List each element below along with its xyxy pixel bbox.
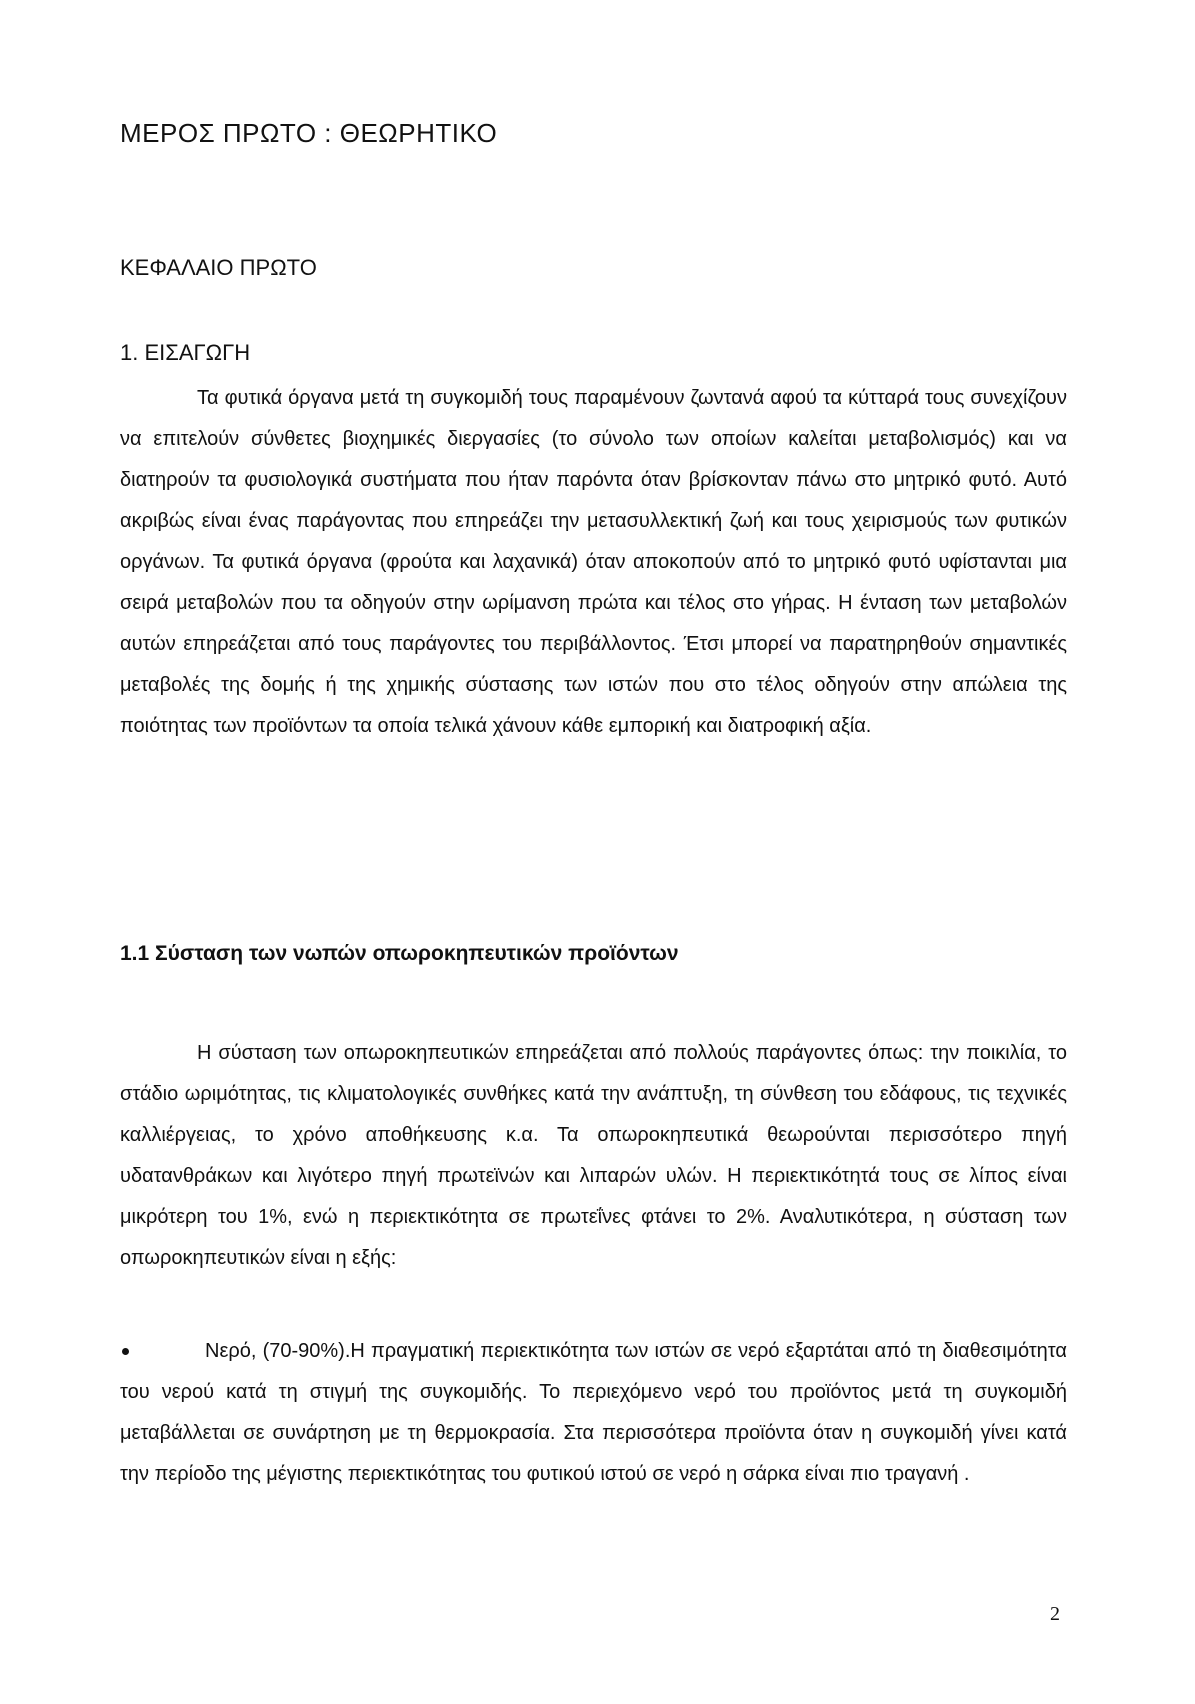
part-title: ΜΕΡΟΣ ΠΡΩΤΟ : ΘΕΩΡΗΤΙΚΟ (120, 118, 498, 148)
composition-list (120, 1331, 1067, 1495)
chapter-title: ΚΕΦΑΛΑΙΟ ΠΡΩΤΟ (120, 255, 317, 280)
subsection-title: 1.1 Σύσταση των νωπών οπωροκηπευτικών προϊόντων (120, 942, 679, 965)
page-number: 2 (1050, 1603, 1060, 1625)
list-item (120, 1331, 1067, 1495)
intro-paragraph: Τα φυτικά όργανα μετά τη συγκομιδή τους παραμένουν ζωντανά αφού τα κύτταρά τους συνεχίζουν να επιτελούν σύνθετες βιοχημικές διεργασίες (το σύνολο των οποίων καλείται μεταβολισμός) και να διατηρούν τα φυσιολογικά συστήματα που ήταν παρόντα όταν βρίσκονταν πάνω στο μητρικό φυτό. Αυτό ακριβώς είναι ένας παράγοντας που επηρεάζει την μετασυλλεκτική ζωή και τους χειρισμούς των φυτικών οργάνων. Τα φυτικά όργανα (φρούτα και λαχανικά) όταν αποκοπούν από το μητρικό φυτό υφίστανται μια σειρά μεταβολών που τα οδηγούν στην ωρίμανση πρώτα και τέλος στο γήρας. Η ένταση των μεταβολών αυτών επηρεάζεται από τους παράγοντες του περιβάλλοντος. Έτσι μπορεί να παρατηρηθούν σημαντικές μεταβολές της δομής ή της χημικής σύστασης των ιστών που στο τέλος οδηγούν στην απώλεια της ποιότητας των προϊόντων τα οποία τελικά χάνουν κάθε εμπορική και διατροφική αξία. (120, 387, 1067, 737)
section-title: 1. ΕΙΣΑΓΩΓΗ (120, 340, 251, 365)
composition-paragraph: Η σύσταση των οπωροκηπευτικών επηρεάζεται από πολλούς παράγοντες όπως: την ποικιλία, το στάδιο ωριμότητας, τις κλιματολογικές συνθήκες κατά την ανάπτυξη, τη σύνθεση του εδάφους, τις τεχνικές καλλιέργειας, το χρόνο αποθήκευσης κ.α. Τα οπωροκηπευτικά θεωρούνται περισσότερο πηγή υδατανθράκων και λιγότερο πηγή πρωτεϊνών και λιπαρών υλών. Η περιεκτικότητά τους σε λίπος είναι μικρότερη του 1%, ενώ η περιεκτικότητα σε πρωτεΐνες φτάνει το 2%. Αναλυτικότερα, η σύσταση των οπωροκηπευτικών είναι η εξής: (120, 1042, 1067, 1269)
list-item-text: Νερό, (70-90%).Η πραγματική περιεκτικότητα των ιστών σε νερό εξαρτάται από τη διαθεσιμότητα του νερού κατά τη στιγμή της συγκομιδής. Το περιεχόμενο νερό του προϊόντος μετά τη συγκομιδή μεταβάλλεται σε συνάρτηση με τη θερμοκρασία. Στα περισσότερα προϊόντα όταν η συγκομιδή γίνει κατά την περίοδο της μέγιστης περιεκτικότητας του φυτικού ιστού σε νερό η σάρκα είναι πιο τραγανή . (120, 1340, 1067, 1485)
bullet-icon (122, 1348, 129, 1355)
